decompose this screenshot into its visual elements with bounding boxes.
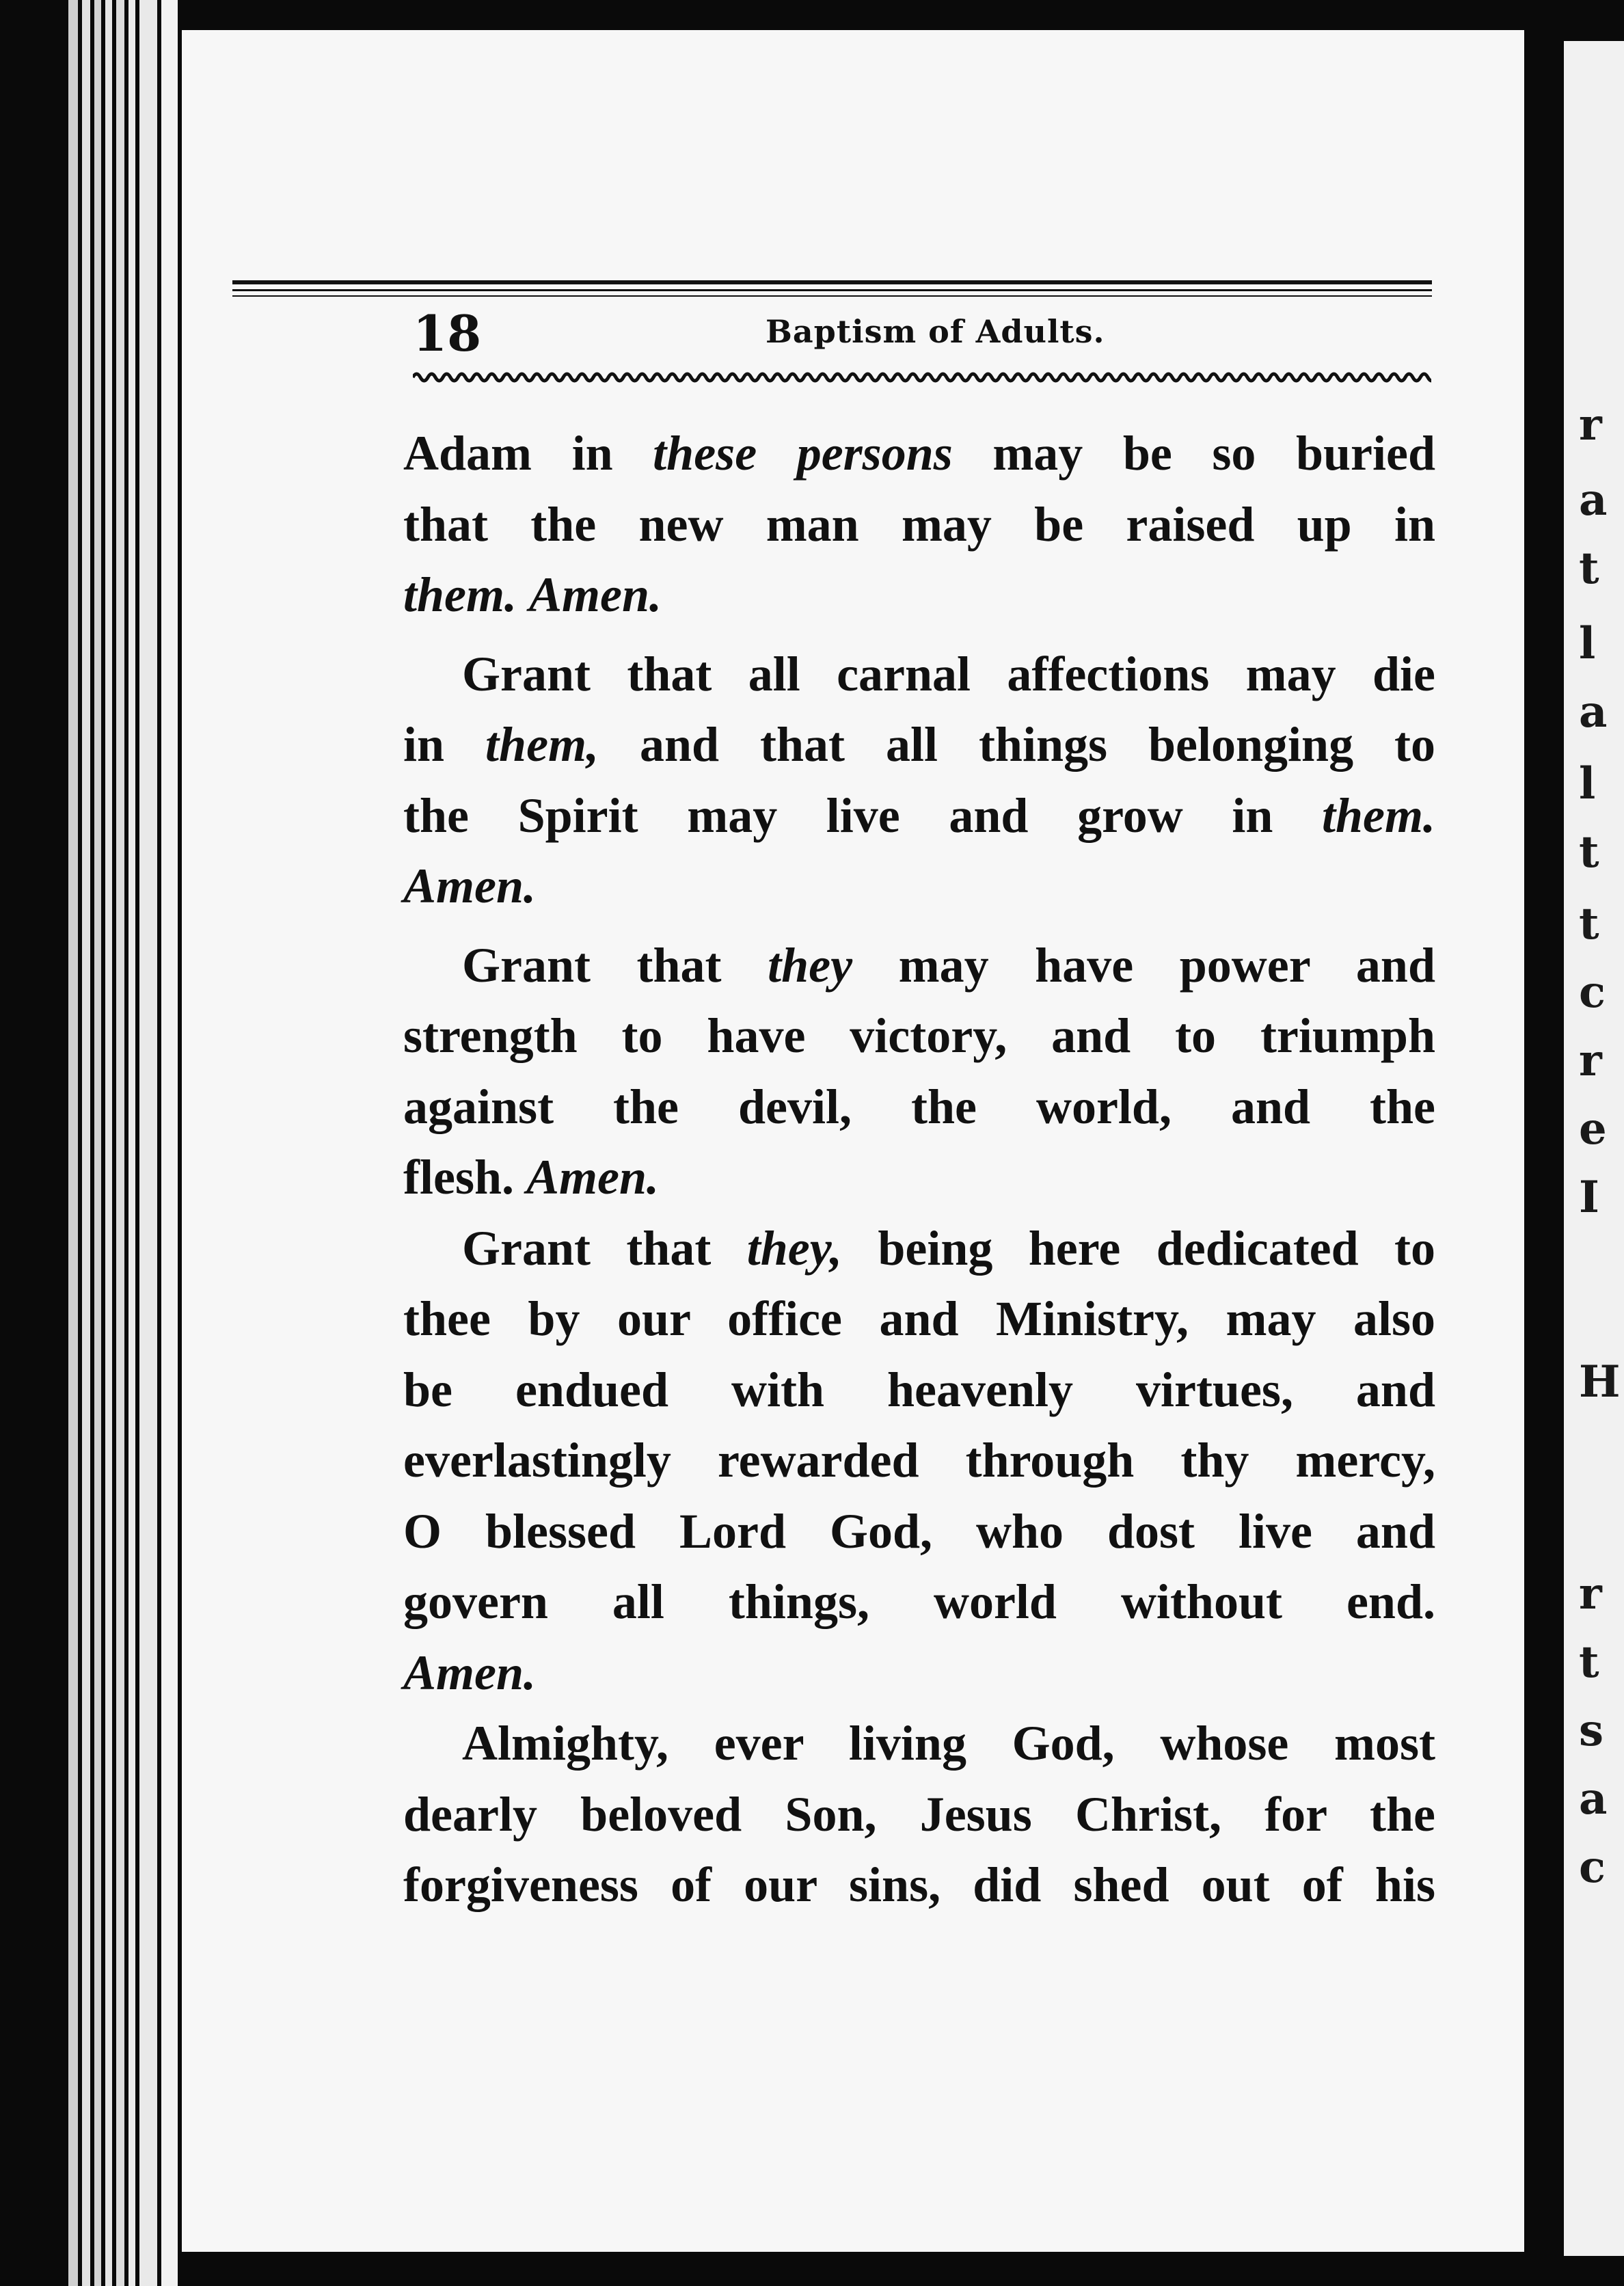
page-edge [68,0,78,2286]
italic-text: they, [746,1220,842,1276]
page-edge [82,0,90,2286]
facing-page-letter: l [1579,758,1596,809]
italic-text: them, [485,717,599,772]
text-line: be endued with heavenly virtues, and [403,1362,1435,1417]
page-edge [94,0,101,2286]
italic-text: Amen. [529,567,662,622]
text-line: Grant that they may have power and [462,937,1435,993]
text-line: Adam in these persons may be so buried [403,426,1436,481]
text-line: Grant that all carnal affections may die [462,646,1435,701]
paragraph-gap [403,631,1435,639]
facing-page-fragment [1564,41,1624,2256]
wavy-rule [413,369,1431,386]
page-edge [105,0,112,2286]
facing-page-letter: l [1579,618,1596,669]
facing-page-letter: t [1579,1637,1599,1688]
text-line: in them, and that all things belonging to [403,717,1436,772]
page-number: 18 [413,304,482,362]
facing-page-letter: c [1579,1842,1606,1893]
page-edge [161,0,178,2286]
text-line: govern all things, world without end. [403,1574,1435,1629]
text-line: everlastingly rewarded through thy mercy, [403,1433,1435,1488]
text-line: Almighty, ever living God, whose most [462,1716,1435,1771]
facing-page-letter: r [1579,1035,1602,1086]
text-line: forgiveness of our sins, did shed out of his [403,1857,1435,1912]
italic-text: them. [1321,788,1435,843]
facing-page-letter: t [1579,543,1599,594]
facing-page-letter: I [1579,1172,1599,1223]
facing-page-letter: s [1579,1705,1604,1756]
running-title: Baptism of Adults. [766,313,1105,350]
text-line [403,560,1435,631]
page-edge [116,0,124,2286]
header-rule [232,280,1432,284]
text-line: thee by our office and Ministry, may also [403,1291,1435,1346]
facing-page-letter: t [1579,898,1599,950]
facing-page-letter: e [1579,1103,1607,1155]
text-line: the Spirit may live and grow in them. [403,788,1435,843]
text-line: dearly beloved Son, Jesus Christ, for the [403,1786,1435,1842]
facing-page-letter: t [1579,826,1599,878]
facing-page-letter: a [1579,1773,1608,1825]
facing-page-letter: r [1579,399,1602,451]
italic-text: Amen. [526,1150,660,1205]
text-line: O blessed Lord God, who dost live and [403,1503,1435,1559]
header-rule [232,289,1432,291]
facing-page-letter: r [1579,1568,1602,1619]
italic-text: Amen. [403,859,537,913]
header-rule [232,295,1432,297]
text-line: that the new man may be raised up in [403,496,1435,552]
text-line: flesh. Amen. [403,1150,660,1205]
italic-text: Amen. [403,1645,537,1700]
text-line: against the devil, the world, and the [403,1079,1435,1134]
facing-page-letter: a [1579,474,1608,526]
italic-text: they [768,937,853,993]
text-line [403,1638,1435,1709]
text-line: Grant that they, being here dedicated to [462,1220,1435,1276]
facing-page-letter: H [1579,1356,1621,1408]
italic-text: these persons [653,426,953,481]
italic-text: them. [403,567,517,622]
facing-page-letter: a [1579,686,1608,738]
page-edge [128,0,135,2286]
facing-page-letter: c [1579,967,1606,1018]
paragraph-gap [403,922,1435,930]
text-line: strength to have victory, and to triumph [403,1008,1435,1063]
text-line [403,851,1435,922]
page-edge [139,0,157,2286]
page-body-text [403,418,1435,1921]
